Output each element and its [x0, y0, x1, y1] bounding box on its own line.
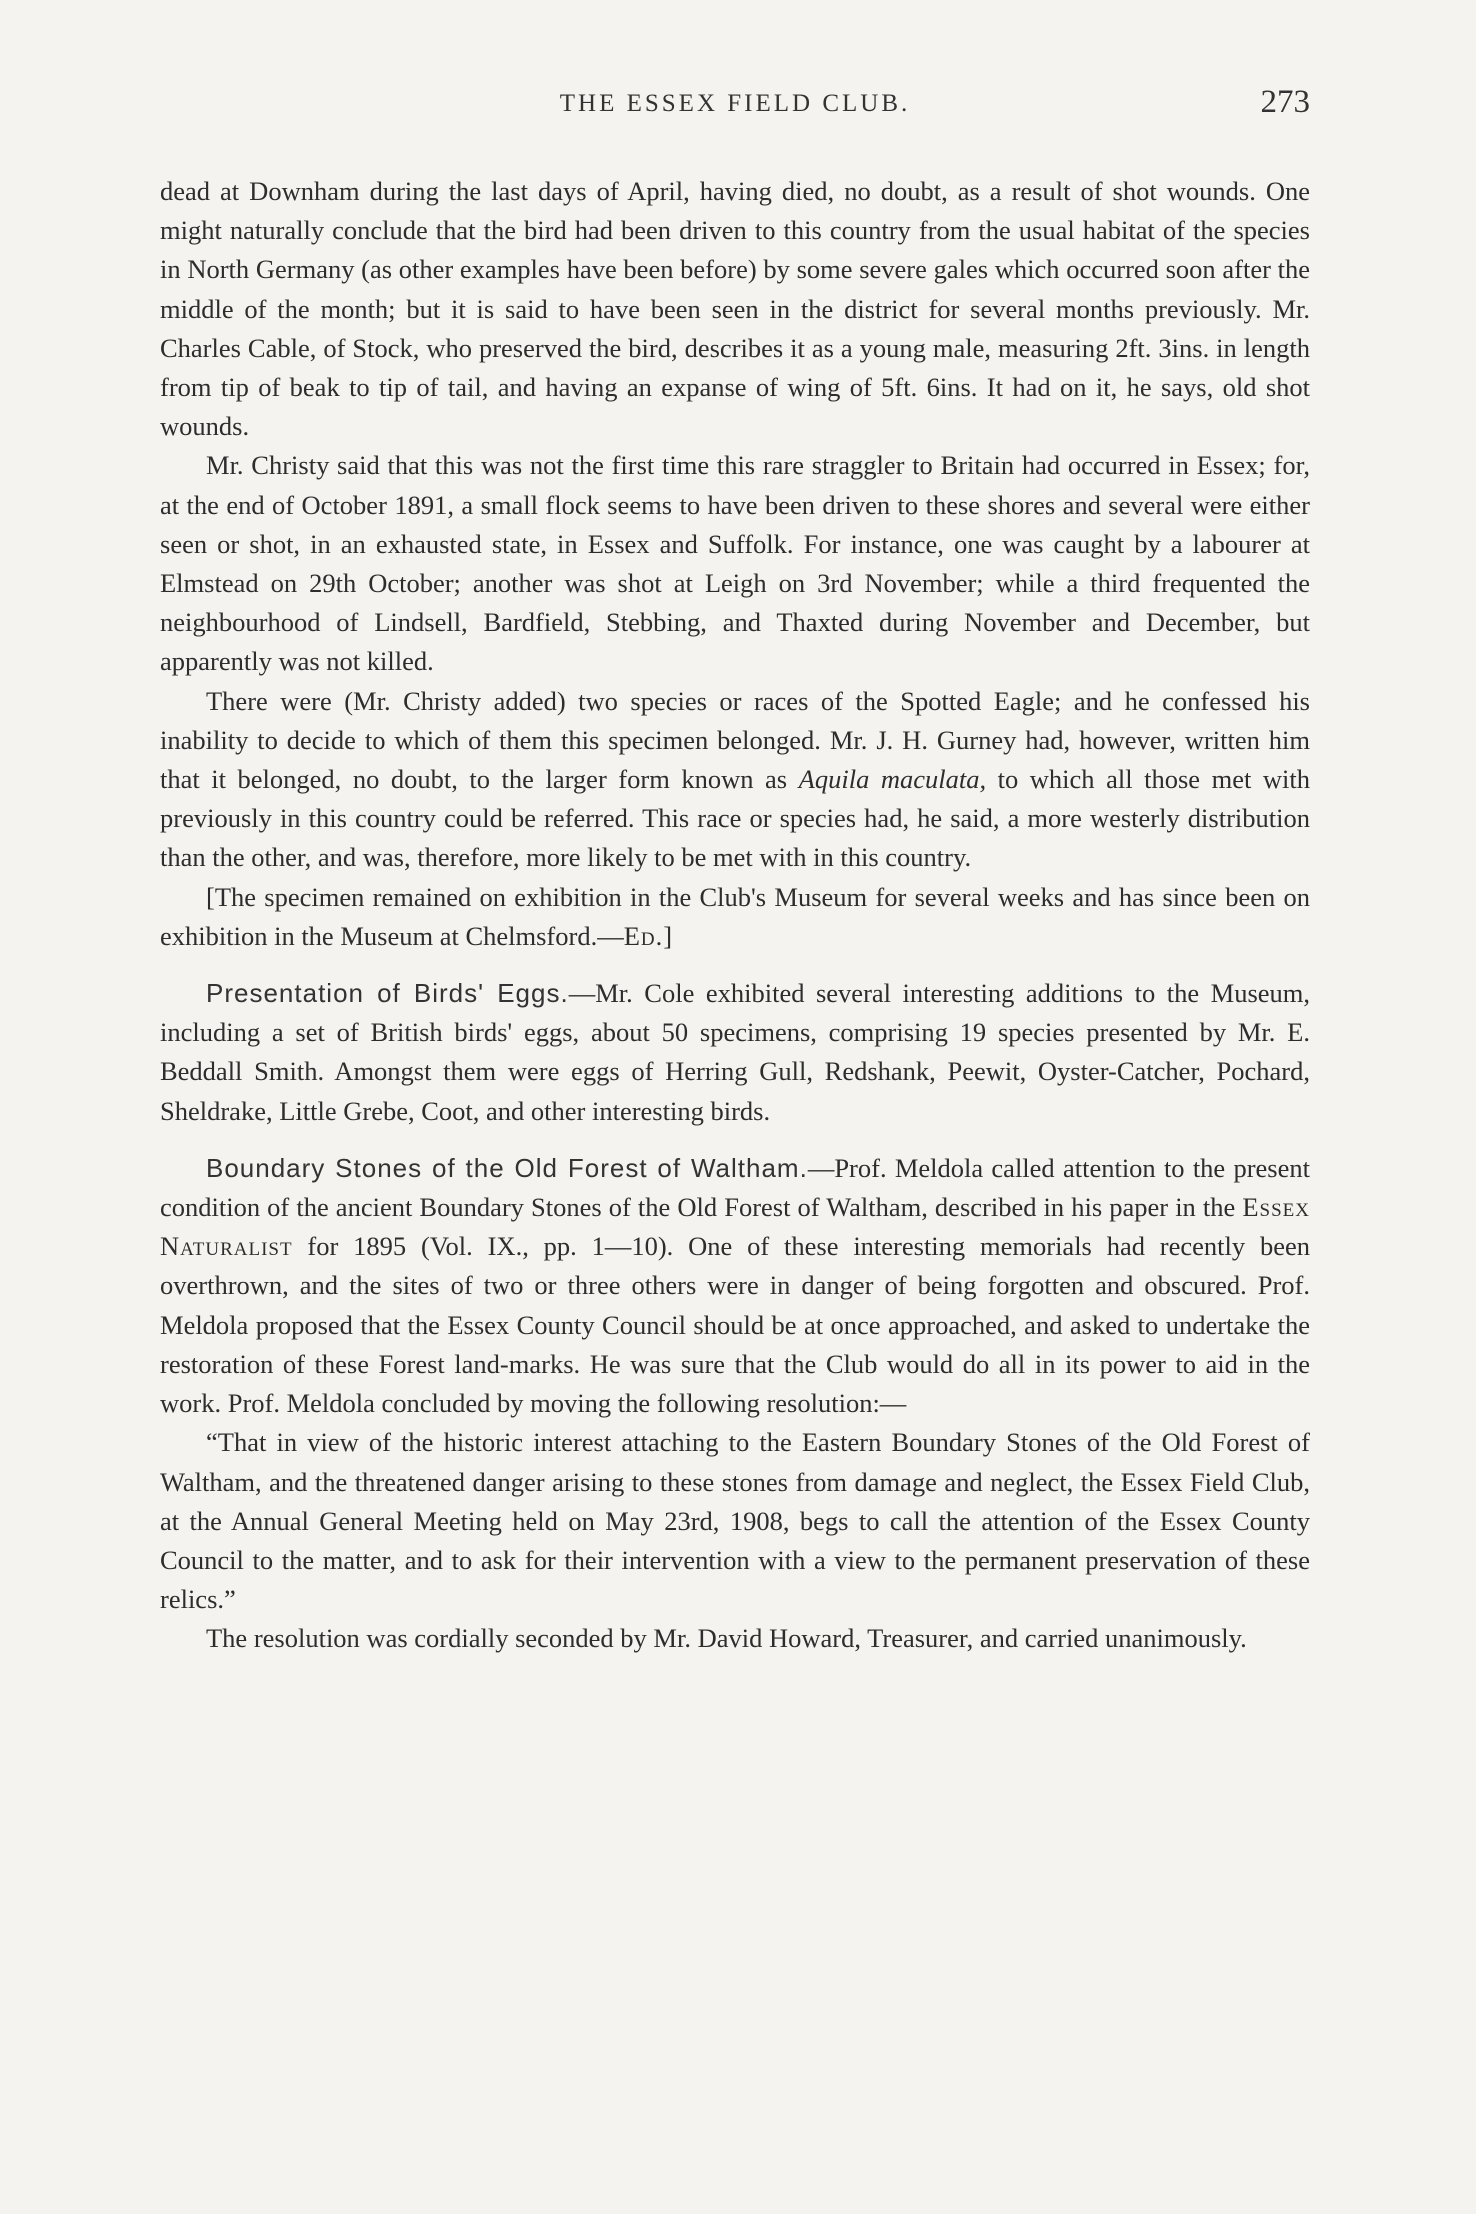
species-text-before: There were (Mr. Christy added) two species or races of the Spotted Eagle; and he confessed his inability to decide to which of them this specimen belonged. Mr. J. H. Gurney had, however, written him that it belonged, no doubt, to the larger form known as [160, 685, 1310, 795]
editor-note-close: ] [663, 920, 673, 951]
paragraph-eagle-record: dead at Downham during the last days of April, having died, no doubt, as a result of shot wounds. One might naturally conclude that the bird had been driven to this country from the usual habitat of the species in North Germany (as other examples have been before) by some severe gales which occurred soon after the middle of the month; but it is said to have been seen in the district for several months previously. Mr. Charles Cable, of Stock, who preserved the bird, describes it as a young male, measuring 2ft. 3ins. in length from tip of beak to tip of tail, and having an expanse of wing of 5ft. 6ins. It had on it, he says, old shot wounds. [160, 176, 1310, 442]
birds-eggs-text: —Mr. Cole exhibited several interesting additions to the Museum, including a set of British birds' eggs, about 50 specimens, comprising 19 species presented by Mr. E. Beddall Smith. Amongst them were eggs of Herring Gull, Redshank, Peewit, Oyster-Catcher, Pochard, Sheldrake, Little Grebe, Coot, and other interesting birds. [160, 978, 1310, 1126]
boundary-text-before: —Prof. Meldola called attention to the present condition of the ancient Boundary Stones of the Old Forest of Waltham, described in his paper in the [160, 1152, 1310, 1223]
paragraph-closing: The resolution was cordially seconded by Mr. David Howard, Treasurer, and carried unanimously. [206, 1623, 1247, 1654]
paragraph-boundary-stones [160, 1149, 1310, 1423]
journal-name: Essex Naturalist [160, 1192, 1310, 1262]
body-text [160, 172, 1310, 1659]
editor-abbrev: Ed. [623, 920, 664, 951]
paragraph-editor-note [160, 878, 1310, 956]
page-header [160, 84, 1310, 134]
running-head: THE ESSEX FIELD CLUB. [559, 90, 911, 117]
section-title-birds-eggs: Presentation of Birds' Eggs. [206, 978, 569, 1009]
paragraph-christy-remarks: Mr. Christy said that this was not the first time this rare straggler to Britain had occurred in Essex; for, at the end of October 1891, a small flock seems to have been driven to these shores and several were either seen or shot, in an exhausted state, in Essex and Suffolk. For instance, one was caught by a labourer at Elmstead on 29th October; another was shot at Leigh on 3rd November; while a third frequented the neighbourhood of Lindsell, Bardfield, Stebbing, and Thaxted during November and December, but apparently was not killed. [160, 450, 1310, 677]
species-name: Aquila maculata, [798, 764, 987, 795]
paragraph-spotted-eagle-species [160, 682, 1310, 878]
editor-note-text: [The specimen remained on exhibition in the Club's Museum for several weeks and has since been on exhibition in the Museum at Chelmsford.— [160, 881, 1310, 951]
boundary-text-after: for 1895 (Vol. IX., pp. 1—10). One of these interesting memorials had recently been overthrown, and the sites of two or three others were in danger of being forgotten and obscured. Prof. Meldola proposed that the Essex County Council should be at once approached, and asked to undertake the restoration of these Forest land-marks. He was sure that the Club would do all in its power to aid in the work. Prof. Meldola concluded by moving the following resolution:— [160, 1231, 1310, 1419]
paragraph-birds-eggs [160, 974, 1310, 1131]
species-text-after: to which all those met with previously in this country could be referred. This race or species had, he said, a more westerly distribution than the other, and was, therefore, more likely to be met with in this country. [160, 764, 1310, 873]
paragraph-resolution: “That in view of the historic interest attaching to the Eastern Boundary Stones of the Old Forest of Waltham, and the threatened danger arising to these stones from damage and neglect, the Essex Field Club, at the Annual General Meeting held on May 23rd, 1908, begs to call the attention of the Essex County Council to the matter, and to ask for their intervention with a view to the permanent preservation of these relics.” [160, 1427, 1310, 1615]
page-number: 273 [1260, 84, 1310, 120]
section-title-boundary-stones: Boundary Stones of the Old Forest of Waltham. [206, 1152, 808, 1183]
